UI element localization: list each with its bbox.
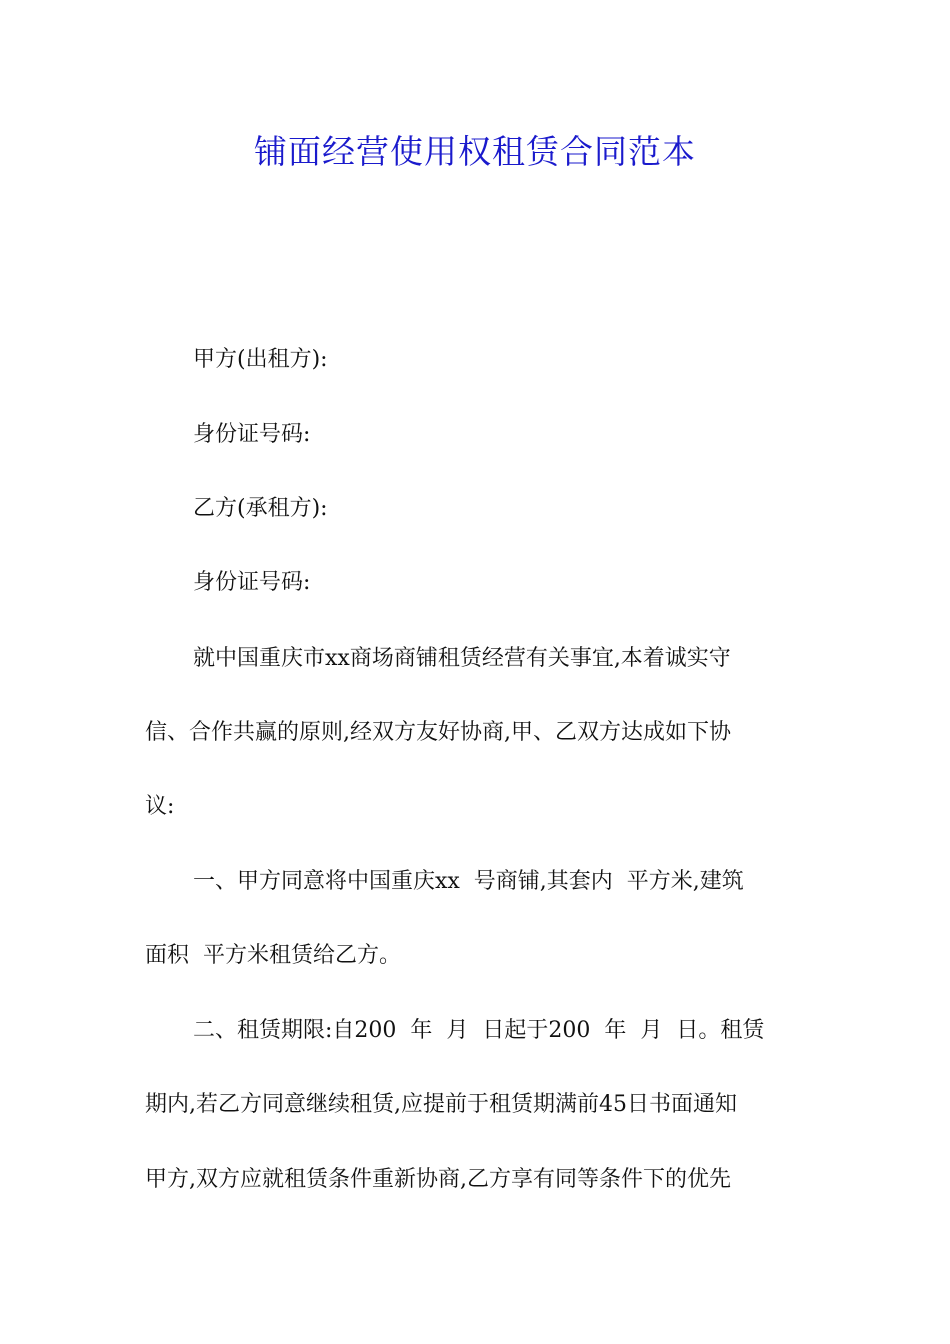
party-b-line: 乙方(承租方): bbox=[193, 496, 328, 521]
clause-2-line-1: 二、租赁期限:自200 年 月 日起于200 年 月 日。租赁 bbox=[193, 1018, 765, 1043]
party-b-id-line: 身份证号码: bbox=[193, 570, 311, 595]
document-title: 铺面经营使用权租赁合同范本 bbox=[254, 132, 696, 171]
party-a-line: 甲方(出租方): bbox=[193, 347, 328, 372]
clause-2-line-2: 期内,若乙方同意继续租赁,应提前于租赁期满前45日书面通知 bbox=[145, 1092, 737, 1117]
preamble-line-1: 就中国重庆市xx商场商铺租赁经营有关事宜,本着诚实守 bbox=[193, 646, 731, 671]
preamble-line-3: 议: bbox=[145, 794, 175, 819]
clause-1-line-2: 面积 平方米租赁给乙方。 bbox=[145, 943, 401, 968]
preamble-line-2: 信、合作共赢的原则,经双方友好协商,甲、乙双方达成如下协 bbox=[145, 720, 731, 745]
party-a-id-line: 身份证号码: bbox=[193, 422, 311, 447]
clause-2-line-3: 甲方,双方应就租赁条件重新协商,乙方享有同等条件下的优先 bbox=[145, 1167, 731, 1192]
clause-1-line-1: 一、甲方同意将中国重庆xx 号商铺,其套内 平方米,建筑 bbox=[193, 869, 744, 894]
